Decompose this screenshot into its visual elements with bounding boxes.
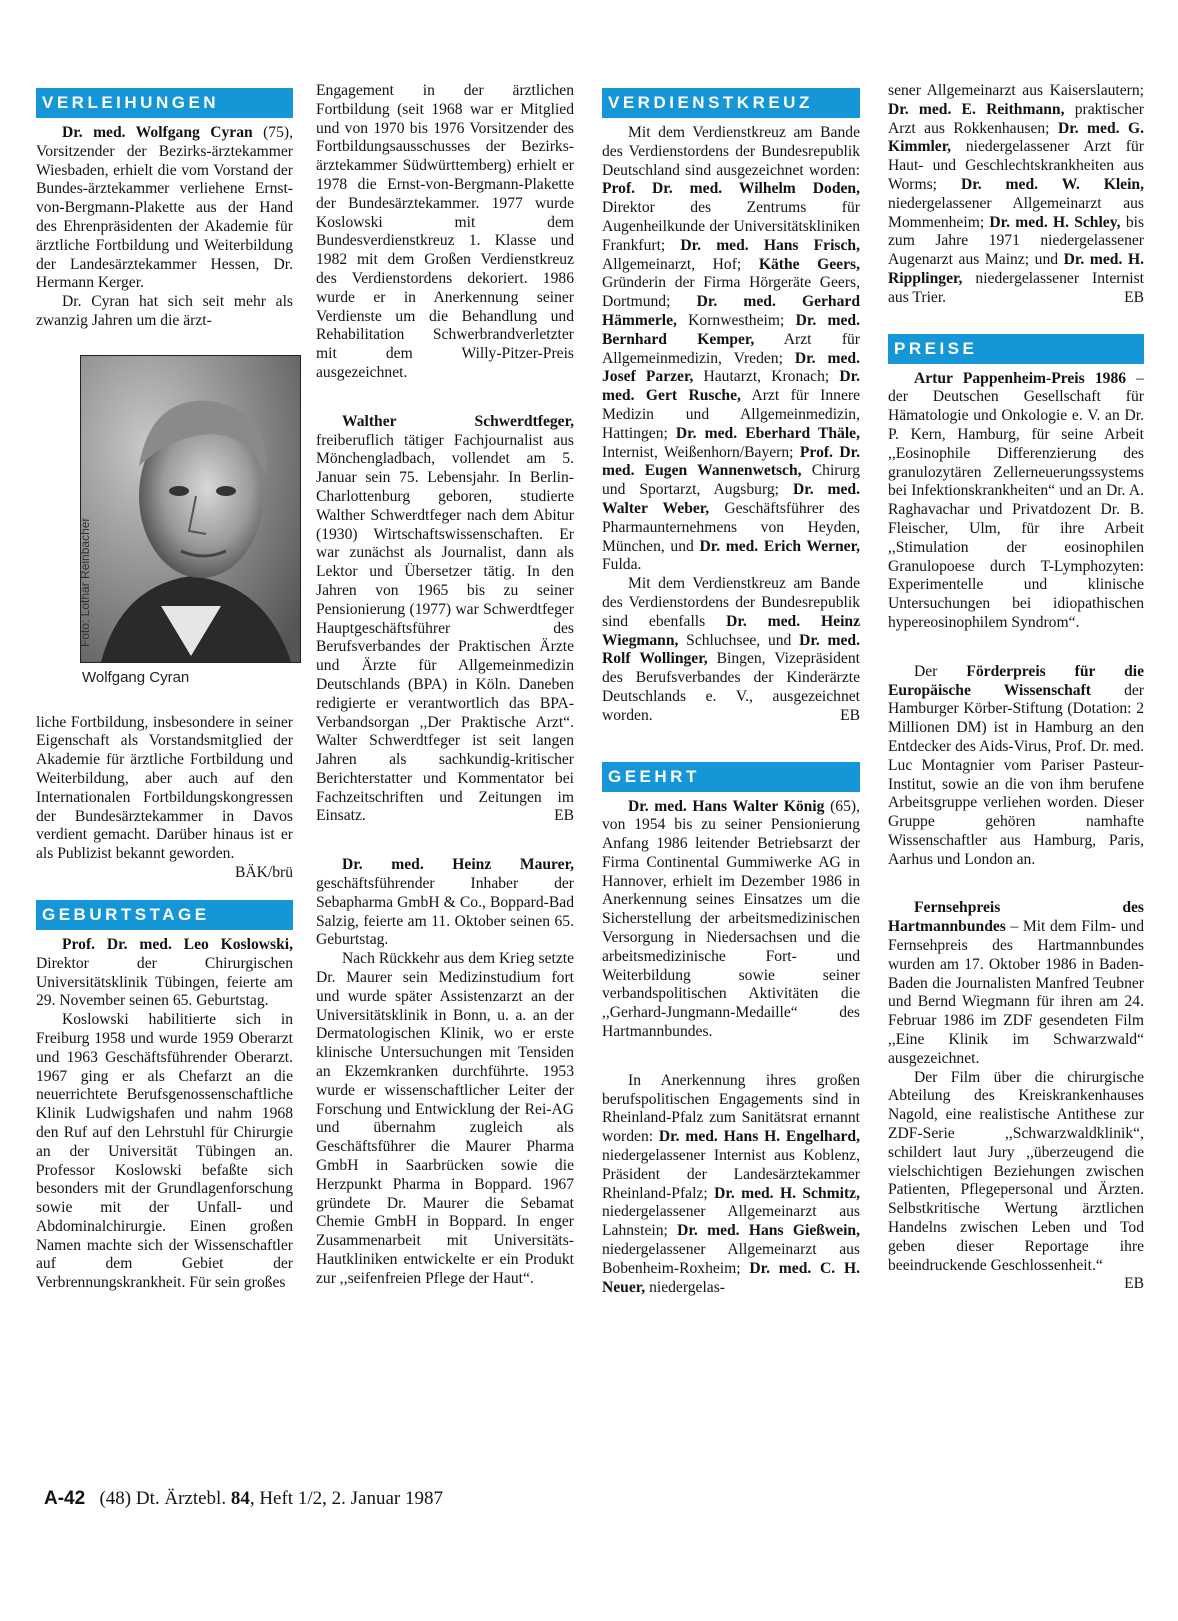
person-name: Dr. med. Heinz Maurer, [342,856,574,874]
portrait-photo [80,355,301,663]
journal-citation: (48) Dt. Ärztebl. [99,1488,227,1509]
article-koslowski: Prof. Dr. med. Leo Koslowski, Direktor der Chirurgischen Universitätsklinik Tübingen, feierte am 29. November seinen 65. Geburtstag. [36,935,293,1010]
article-sanitaetsrat-cont: sener Allgemeinarzt aus Kaiserslautern; Dr. med. E. Reithmann, praktischer Arzt aus Rokkenhausen; Dr. med. G. Kimmler, niedergelassener Arzt für Haut- und Geschlechtskrankheiten aus Worms; Dr. med. W. Klein, niedergelassener Allgemeinarzt aus Mommenheim; Dr. med. H. Schley, bis zum Jahre 1971 niedergelassener Augenarzt aus Mainz; und Dr. med. H. Ripplinger, niedergelassener Internist aus Trier. EB [888,82,1145,306]
article-sanitaetsrat: In Anerkennung ihres großen berufspolitischen Engagements sind in Rheinland-Pfalz zum Sanitätsrat ernannt worden: Dr. med. Hans H. Engelhard, niedergelassener Internist aus Koblenz, Präsident der Landesärztekammer Rheinland-Pfalz; Dr. med. H. Schmitz, niedergelassener Allgemeinarzt aus Lahnstein; Dr. med. Hans Gießwein, niedergelassener Allgemeinarzt aus Bobenheim-Roxheim; Dr. med. C. H. Neuer, niedergelas- [602,1071,861,1296]
journal-issue: , Heft 1/2, 2. Januar 1987 [249,1488,443,1509]
column-1 [36,82,293,1293]
article-pappenheim: Artur Pappenheim-Preis 1986 – der Deutschen Gesellschaft für Hämatologie und Onkologie e. V. an Dr. P. Kern, Hamburg, für seine Arbeit ,,Eosinophile Differenzierung des granulozytären Zellerneuerungssystems bei Infektionskrankheiten“ und an Dr. A. Raghavachar und Privatdozent Dr. B. Fleischer, Ulm, für ihre Arbeit ,,Stimulation der eosinophilen Granulopoese durch T-Lymphozyten: Experimentelle und klinische Untersuchungen bei idiopathischen hypereosinophilem Syndrom“. [888,369,1144,631]
spacer [316,826,574,856]
article-koenig: Dr. med. Hans Walter König (65), von 1954 bis zu seiner Pensionierung Anfang 1986 leitender Betriebsarzt der Firma Continental Gummiwerke AG in Hannover, erhielt im Dezember 1986 in Anerkennung seines Einsatzes um die Sicherstellung der arbeitsmedizinischen Versorgung in Niedersachsen und die arbeitsmedizinische Fort- und Weiterbildung sowie seiner verbandspolitischen Aktivitäten die ,,Gerhard-Jungmann-Medaille“ des Hartmannbundes. [602,797,860,1041]
article-fernsehpreis-p2: Der Film über die chirurgische Abteilung des Kreiskrankenhauses Nagold, eine realistische Antithese zur ZDF-Serie ,,Schwarzwaldklinik“, schildert laut Jury ,,überzeugend die vielschichtigen Beziehungen zwischen Patienten, Pflegepersonal und Ärzten. Selbstkritische Wertung ärztlichen Handelns zwischen Leben und Tod geben dieser Reportage ihre beeindruckende Geschlossenheit.“ EB [888,1068,1144,1293]
article-schwerdtfeger: Walther Schwerdtfeger, freiberuflich tätiger Fachjournalist aus Mönchengladbach, vollendet am 5. Januar sein 75. Lebensjahr. In Berlin-Charlottenburg geboren, studierte Walther Schwerdtfeger nach dem Abitur (1930) Wirtschaftswissenschaften. Er war zunächst als Journalist, dann als Lektor und Übersetzer tätig. In den Jahren von 1965 bis zu seiner Pensionierung (1977) war Schwerdtfeger Hauptgeschäftsführer des Berufsverbandes der Praktischen Ärzte und Ärzte für Allgemeinmedizin Deutschlands (BPA) in Köln. Daneben redigierte er verantwortlich das BPA-Verbandsorgan ,,Der Praktische Arzt“. Walter Schwerdtfeger ist seit langen Jahren als sachkundig-kritischer Berichterstatter und Kommentator bei Fachzeitschriften und Zeitungen im Einsatz. EB [316,412,574,825]
spacer [888,869,1144,899]
article-cyran-p3: liche Fortbildung, insbesondere in seiner Eigenschaft als Vorstandsmitglied der Akademie für ärztliche Fortbildung und Weiterbildung, aber auch auf den Internationalen Fortbildungskongressen der Bundesärztekammer in Davos verdient gemacht. Darüber hinaus ist er als Publizist bekannt geworden. BÄK/brü [36,713,293,881]
spacer [602,1042,860,1072]
article-cyran: Dr. med. Wolfgang Cyran (75), Vorsitzender der Bezirks-ärztekammer Wiesbaden, erhielt die vom Vorstand der Bundes-ärztekammer verliehene Ernst-von-Bergmann-Plakette aus der Hand des Ehrenpräsidenten der Akademie für ärztliche Fortbildung und Weiterbildung der Landesärztekammer Hessen, Dr. Hermann Kerger. [36,124,293,292]
article-maurer: Dr. med. Heinz Maurer, geschäftsführender Inhaber der Sebapharma GmbH & Co., Boppard-Bad Salzig, feierte am 11. Oktober seinen 65. Geburtstag. [316,856,574,949]
section-header-geehrt: GEEHRT [602,762,860,792]
prize-name: Fernsehpreis des Hartmannbundes [888,899,1144,936]
spacer [888,308,1144,328]
section-header-preise: PREISE [888,334,1144,364]
column-2 [316,82,574,1289]
person-name: Prof. Dr. med. Leo Koslowski, [62,935,293,953]
article-maurer-p2: Nach Rückkehr aus dem Krieg setzte Dr. Maurer sein Medizinstudium fort und wurde später Assistenzarzt an der Universitätsklinik in Bonn, u. a. an der Dermatologischen Klinik, wo er erste klinische Untersuchungen mit Tensiden an Ekzemkranken durchführte. 1953 wurde er wissenschaftlicher Leiter der Forschung und Entwicklung der Rei-AG und übernahm zugleich als Geschäftsführer die Maurer Pharma GmbH in Saarbrücken sowie die Herzpunkt Pharma in Boppard. 1967 gründete Dr. Maurer die Sebamat Chemie GmbH in Boppard. In enger Zusammenarbeit mit Universitäts-Hautkliniken entwickelte er ein Produkt zur ,,seifenfreien Pflege der Haut“. [316,950,574,1287]
spacer [602,726,860,756]
article-koslowski-p2: Koslowski habilitierte sich in Freiburg 1958 und wurde 1959 Oberarzt und 1963 Geschäftsführender Oberarzt. 1967 ging er als Chefarzt an die neuerrichtete Berufsgenossenschaftliche Klinik Ludwigshafen und nahm 1968 den Ruf auf den Lehrstuhl für Chirurgie an der Universität Tübingen an. Professor Koslowski befaßte sich besonders mit der Grundlagenforschung sowie mit der Unfall- und Abdominalchirurgie. Einen großen Namen machte sich der Wissenschaftler auf dem Gebiet der Verbrennungskrankheit. Für sein großes [36,1011,293,1292]
photo-caption: Wolfgang Cyran [82,668,190,686]
article-verdienstkreuz: Mit dem Verdienstkreuz am Bande des Verdienstordens der Bundesrepublik Deutschland sind ausgezeichnet worden: Prof. Dr. med. Wilhelm Doden, Direktor des Zentrums für Augenheilkunde der Universitätskliniken Frankfurt; Dr. med. Hans Frisch, Allgemeinarzt, Hof; Käthe Geers, Gründerin der Firma Hörgeräte Geers, Dortmund; Dr. med. Gerhard Hämmerle, Kornwestheim; Dr. med. Bernhard Kemper, Arzt für Allgemeinmedizin, Vreden; Dr. med. Josef Parzer, Hautarzt, Kronach; Dr. med. Gert Rusche, Arzt für Innere Medizin und Allgemeinmedizin, Hattingen; Dr. med. Eberhard Thäle, Internist, Weißenhorn/Bayern; Prof. Dr. med. Eugen Wannenwetsch, Chirurg und Sportarzt, Augsburg; Dr. med. Walter Weber, Geschäftsführer des Pharmaunternehmens von Heyden, München, und Dr. med. Erich Werner, Fulda. [602,124,861,574]
page-footer [44,1488,443,1510]
section-header-verleihungen: VERLEIHUNGEN [36,88,293,118]
article-cyran-p2: Dr. Cyran hat sich seit mehr als zwanzig Jahren um die ärzt- [36,293,293,329]
article-fernsehpreis: Fernsehpreis des Hartmannbundes – Mit dem Film- und Fernsehpreis des Hartmannbundes wurden am 17. Oktober 1986 in Baden-Baden die Journalisten Manfred Teubner und Bernd Wiegmann für ihren am 24. Februar 1986 im ZDF gesendeten Film ,,Eine Klinik im Schwarzwald“ ausgezeichnet. [888,899,1144,1067]
column-4 [888,82,1144,1294]
author-signature: EB [554,807,574,825]
section-header-geburtstage: GEBURTSTAGE [36,900,293,930]
spacer [316,383,574,413]
portrait-image [81,356,300,662]
journal-volume: 84 [230,1488,250,1509]
spacer [888,633,1144,663]
page-number: A-42 [44,1488,86,1509]
article-foerderpreis: Der Förderpreis für die Europäische Wissenschaft der Hamburger Körber-Stiftung (Dotation: 2 Millionen DM) ist in Hamburg an den Entdecker des Aids-Virus, Prof. Dr. med. Luc Montagnier vom Pariser Pasteur-Institut, sowie an die von ihm berufene Arbeitsgruppe verliehen worden. Dieser Gruppe gehören namhafte Wissenschaftler aus Hamburg, Paris, Aarhus und London an. [888,662,1145,868]
person-name: Dr. med. Wolfgang Cyran [62,124,253,141]
article-verdienstkreuz-2: Mit dem Verdienstkreuz am Bande des Verdienstordens der Bundesrepublik sind ebenfalls Dr. med. Heinz Wiegmann, Schluchsee, und Dr. med. Rolf Wollinger, Bingen, Vizepräsident des Berufsverbandes der Kinderärzte Deutschlands e. V., ausgezeichnet worden. EB [602,575,860,724]
prize-name: Artur Pappenheim-Preis 1986 [914,369,1127,387]
column-3 [602,82,860,1297]
author-signature: EB [840,706,860,724]
portrait-figure [36,355,293,688]
author-signature: BÄK/brü [234,863,293,881]
person-name: Dr. med. Hans Walter König [628,797,825,815]
person-name: Walther Schwerdtfeger, [342,412,574,430]
article-koslowski-p3: Engagement in der ärztlichen Fortbildung (seit 1968 war er Mitglied und von 1970 bis 1976 Vorsitzender des Fortbildungsausschusses der Bezirks-ärztekammer Südwürttemberg) erhielt er 1978 die Ernst-von-Bergmann-Plakette der Bundesärztekammer. 1977 wurde Koslowski mit dem Bundesverdienstkreuz 1. Klasse und 1982 mit dem Großen Verdienstkreuz des Verdienstordens dekoriert. 1986 wurde er in Anerkennung seiner Verdienste um die Behandlung und Rehabilitation Schwerbrandverletzter mit dem Willy-Pitzer-Preis ausgezeichnet. [316,82,574,381]
prize-name: Förderpreis für die Europäische Wissenschaft [888,662,1145,699]
author-signature: EB [1124,1275,1144,1293]
photo-credit: Foto: Lothar Reinbacher [78,517,92,647]
section-header-verdienstkreuz: VERDIENSTKREUZ [602,88,860,118]
author-signature: EB [1124,288,1144,306]
